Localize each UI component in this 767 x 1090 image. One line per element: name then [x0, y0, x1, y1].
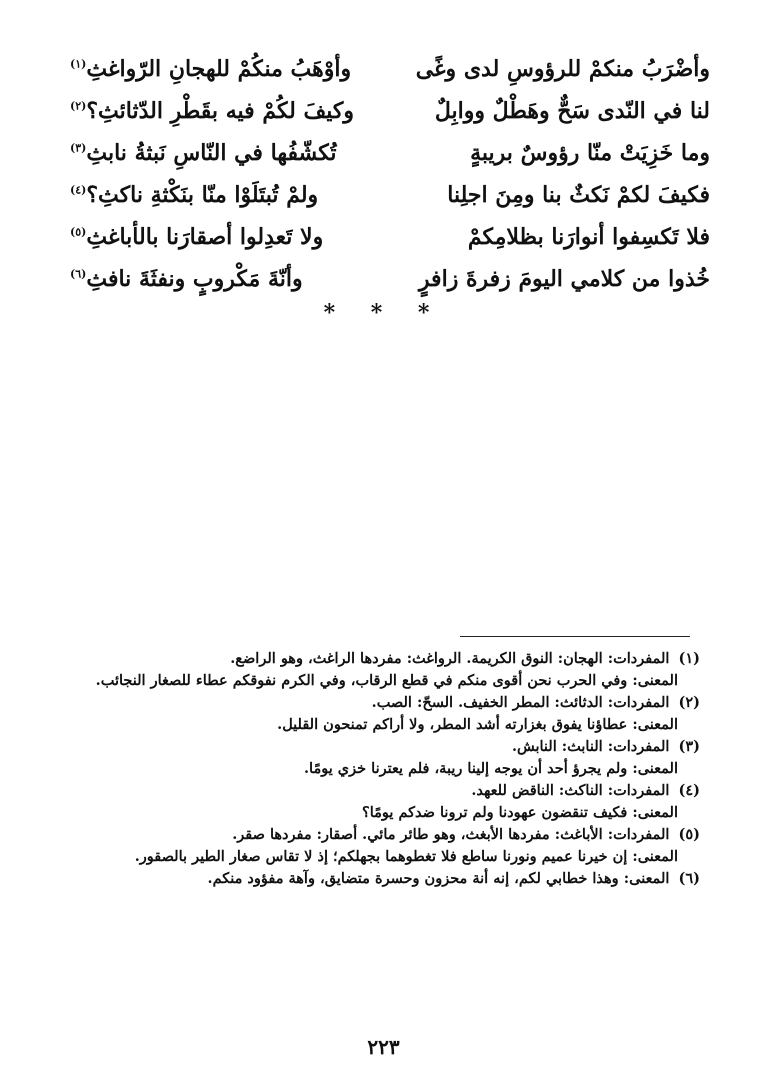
- footnote-5-vocab: [60, 824, 700, 846]
- footnote-rule: [460, 636, 690, 637]
- verse-4-second-hemistich: [70, 182, 388, 208]
- verse-6: [70, 258, 710, 300]
- poem: [70, 48, 710, 300]
- vocab-label: المفردات:: [607, 826, 670, 843]
- footnote-2-meaning: [60, 714, 700, 736]
- footnote-4-meaning-text: فكيف تنقضون عهودنا ولم ترونا ضدكم يومًا؟: [362, 804, 628, 821]
- footnote-1-number: (١): [678, 650, 700, 667]
- footnote-2-number: (٢): [678, 694, 700, 711]
- meaning-label: المعنى:: [623, 870, 670, 887]
- footnote-1-vocab-text: الهجان: النوق الكريمة. الرواغث: مفردها الراغث، وهو الراضع.: [230, 650, 603, 667]
- footnote-3-meaning-text: ولم يجرؤ أحد أن يوجه إلينا ريبة، فلم يعترنا خزي يومًا.: [304, 760, 628, 777]
- verse-3: [70, 132, 710, 174]
- footnote-1-meaning-text: وفي الحرب نحن أقوى منكم في قطع الرقاب، وفي الكرم نفوقكم عطاء للصغار النجائب.: [95, 672, 628, 689]
- footnote-3-meaning: [60, 758, 700, 780]
- vocab-label: المفردات:: [607, 694, 670, 711]
- footnote-2-vocab-text: الدثائث: المطر الخفيف. السحّ: الصب.: [371, 694, 603, 711]
- footnotes: [60, 648, 700, 890]
- footnote-4-number: (٤): [678, 782, 700, 799]
- verse-1-footnote-ref: (١): [70, 57, 87, 71]
- verse-4: [70, 174, 710, 216]
- verse-5-footnote-ref: (٥): [70, 225, 87, 239]
- verse-5-second-hemistich: [70, 224, 388, 250]
- verse-3-second-text: تُكشّفُها في النّاسِ نَبثةُ نابثِ: [86, 140, 337, 166]
- footnote-5-vocab-text: الأباغث: مفردها الأبغث، وهو طائر مائي. أصقار: مفردها صقر.: [232, 826, 603, 843]
- meaning-label: المعنى:: [632, 760, 678, 777]
- footnote-3-vocab-text: النابث: النابش.: [511, 738, 603, 755]
- verse-2-second-hemistich: [70, 98, 388, 124]
- verse-3-first-hemistich: وما خَزِيَتْ منّا رؤوسٌ بريبةٍ: [470, 140, 710, 166]
- footnote-3-vocab: [60, 736, 700, 758]
- footnote-2-meaning-text: عطاؤنا يفوق بغزارته أشد المطر، ولا أراكم تمنحون القليل.: [277, 716, 628, 733]
- verse-5: [70, 216, 710, 258]
- verse-2-first-hemistich: لنا في النّدى سَحٌّ وهَطْلٌ ووابِلٌ: [434, 98, 710, 124]
- footnote-2-vocab: [60, 692, 700, 714]
- footnote-5-meaning: [60, 846, 700, 868]
- verse-1-second-hemistich: [70, 56, 388, 82]
- verse-3-second-hemistich: [70, 140, 388, 166]
- verse-2-footnote-ref: (٢): [70, 99, 87, 113]
- footnote-1-meaning: [60, 670, 700, 692]
- verse-6-first-hemistich: خُذوا من كلامي اليومَ زفرةَ زافرٍ: [418, 266, 710, 292]
- footnote-5-meaning-text: إن خيرنا عميم ونورنا ساطع فلا تغطوهما بجهلكم؛ إذ لا تقاس صغار الطير بالصقور.: [134, 848, 628, 865]
- verse-1-first-hemistich: وأضْرَبُ منكمْ للرؤوسِ لدى وغًى: [415, 56, 710, 82]
- vocab-label: المفردات:: [607, 738, 670, 755]
- page-number: ٢٢٣: [367, 1035, 400, 1059]
- verse-4-second-text: ولمْ تُبتَلَوْا منّا بنَكْثةِ ناكثِ؟: [86, 182, 319, 208]
- verse-3-footnote-ref: (٣): [70, 141, 87, 155]
- verse-6-footnote-ref: (٦): [70, 267, 87, 281]
- verse-6-second-text: وأنّةَ مَكْروبٍ ونفثَةَ نافثِ: [86, 266, 303, 292]
- verse-1: [70, 48, 710, 90]
- meaning-label: المعنى:: [632, 848, 678, 865]
- vocab-label: المفردات:: [607, 650, 670, 667]
- verse-4-first-hemistich: فكيفَ لكمْ نَكثٌ بنا ومِنَ اجلِنا: [447, 182, 710, 208]
- verse-5-second-text: ولا تَعدِلوا أصقارَنا بالأباغثِ: [86, 224, 324, 250]
- footnote-5-number: (٥): [678, 826, 700, 843]
- footnote-1-vocab: [60, 648, 700, 670]
- footnote-4-vocab-text: الناكث: الناقض للعهد.: [471, 782, 603, 799]
- footnote-6-number: (٦): [678, 870, 700, 887]
- footnote-6-meaning-text: وهذا خطابي لكم، إنه أنة محزون وحسرة متضايق، وآهة مفؤود منكم.: [207, 870, 619, 887]
- verse-5-first-hemistich: فلا تَكسِفوا أنوارَنا بظلامِكمْ: [467, 224, 710, 250]
- meaning-label: المعنى:: [632, 804, 678, 821]
- meaning-label: المعنى:: [632, 672, 678, 689]
- verse-1-second-text: وأوْهَبُ منكُمْ للهجانِ الرّواغثِ: [86, 56, 352, 82]
- footnote-4-meaning: [60, 802, 700, 824]
- vocab-label: المفردات:: [607, 782, 670, 799]
- verse-6-second-hemistich: [70, 266, 388, 292]
- verse-4-footnote-ref: (٤): [70, 183, 87, 197]
- footnote-4-vocab: [60, 780, 700, 802]
- verse-2: [70, 90, 710, 132]
- meaning-label: المعنى:: [632, 716, 678, 733]
- footnote-6-meaning: [60, 868, 700, 890]
- verse-2-second-text: وكيفَ لكُمْ فيه بقَطْرِ الدّثائثِ؟: [86, 98, 354, 124]
- footnote-3-number: (٣): [678, 738, 700, 755]
- section-separator: * * *: [323, 300, 444, 326]
